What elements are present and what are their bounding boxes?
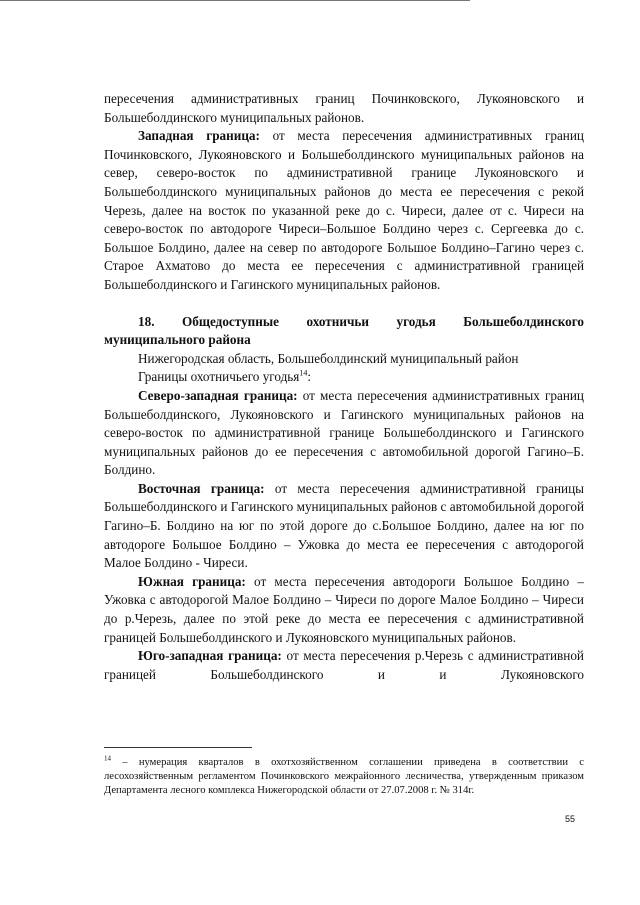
footnote-separator: [104, 747, 252, 748]
southwest-border-label: Юго-западная граница:: [138, 648, 282, 664]
page-number: 55: [565, 814, 576, 824]
west-border-text: от места пересечения административных границ Починковского, Лукояновского и Большеболдинского муниципальных районов на север, северо-восток по административной границе Лукояновского и Большеболдинского муниципальных районов до места ее пересечения с рекой Черезь, далее на восток по указанной реке до с. Чиреси, далее от с. Чиреси на северо-восток по автодороге Чиреси–Большое Болдино через с. Сергеевка до с. Большое Болдино, далее на север по автодороге Большое Болдино–Гагино через с. Старое Ахматово до места ее пересечения с административной границей Большеболдинского и Гагинского муниципальных районов.: [104, 128, 584, 292]
northwest-border-label: Северо-западная граница:: [138, 387, 298, 403]
borders-intro: [104, 368, 584, 387]
paragraph-continuation: [104, 90, 584, 127]
footnote-text: – нумерация кварталов в охотхозяйственном соглашении приведена в соответствии с лесохозяйственным регламентом Починковского межрайонного лесничества, утвержденным приказом Департамента лесного комплекса Нижегородской области от 27.07.2008 г. № 314г.: [104, 757, 584, 796]
paragraph-northwest-border: [104, 387, 584, 480]
paragraph-text: пересечения административных границ Починковского, Лукояновского и Большеболдинского муниципальных районов.: [104, 91, 584, 125]
paragraph-east-border: [104, 480, 584, 573]
west-border-label: Западная граница:: [138, 128, 260, 144]
south-border-text: от места пересечения автодороги Большое Болдино – Ужовка с автодорогой Малое Болдино – Чиреси по дороге Малое Болдино – Чиреси до р.Черезь, далее по этой реке до места ее пересечения с административной границей Большеболдинского и Лукояновского муниципальных районов.: [104, 573, 584, 645]
northwest-border-text: от места пересечения административных границ Большеболдинского, Лукояновского и Гагинского муниципальных районов на северо-восток по административной границе Большеболдинского и Гагинского муниципальных районов до ее пересечения с автомобильной дорогой Гагино–Б. Болдино.: [104, 387, 584, 478]
paragraph-south-border: [104, 573, 584, 647]
southwest-border-text: от места пересечения р.Черезь с административной границей Большеболдинского и и Лукояновского: [104, 648, 584, 682]
document-body: [104, 90, 584, 684]
paragraph-southwest-border: [104, 647, 584, 684]
top-rule: [0, 0, 470, 2]
footnote-reference: 14: [299, 368, 308, 378]
east-border-text: от места пересечения административной границы Большеболдинского и Гагинского муниципальных районов с автомобильной дорогой Гагино–Б. Болдино на юг по этой дороге до с.Большое Болдино, далее на юг по автодороге Большое Болдино – Ужовка до места ее пересечения с автодорогой Малое Болдино - Чиреси.: [104, 480, 584, 571]
region-line: Нижегородская область, Большеболдинский муниципальный район: [138, 350, 519, 366]
spacer: [104, 295, 584, 313]
borders-intro-text: Границы охотничьего угодья: [138, 369, 300, 385]
section-heading-line2: муниципального района: [104, 332, 251, 348]
paragraph-west-border: [104, 127, 584, 294]
east-border-label: Восточная граница:: [138, 480, 265, 496]
footnote: [104, 756, 584, 797]
borders-intro-colon: :: [307, 369, 312, 385]
section-heading-line1: 18. Общедоступные охотничьи угодья Большеболдинского: [138, 313, 584, 329]
footnote-number: 14: [104, 754, 111, 763]
south-border-label: Южная граница:: [138, 573, 246, 589]
